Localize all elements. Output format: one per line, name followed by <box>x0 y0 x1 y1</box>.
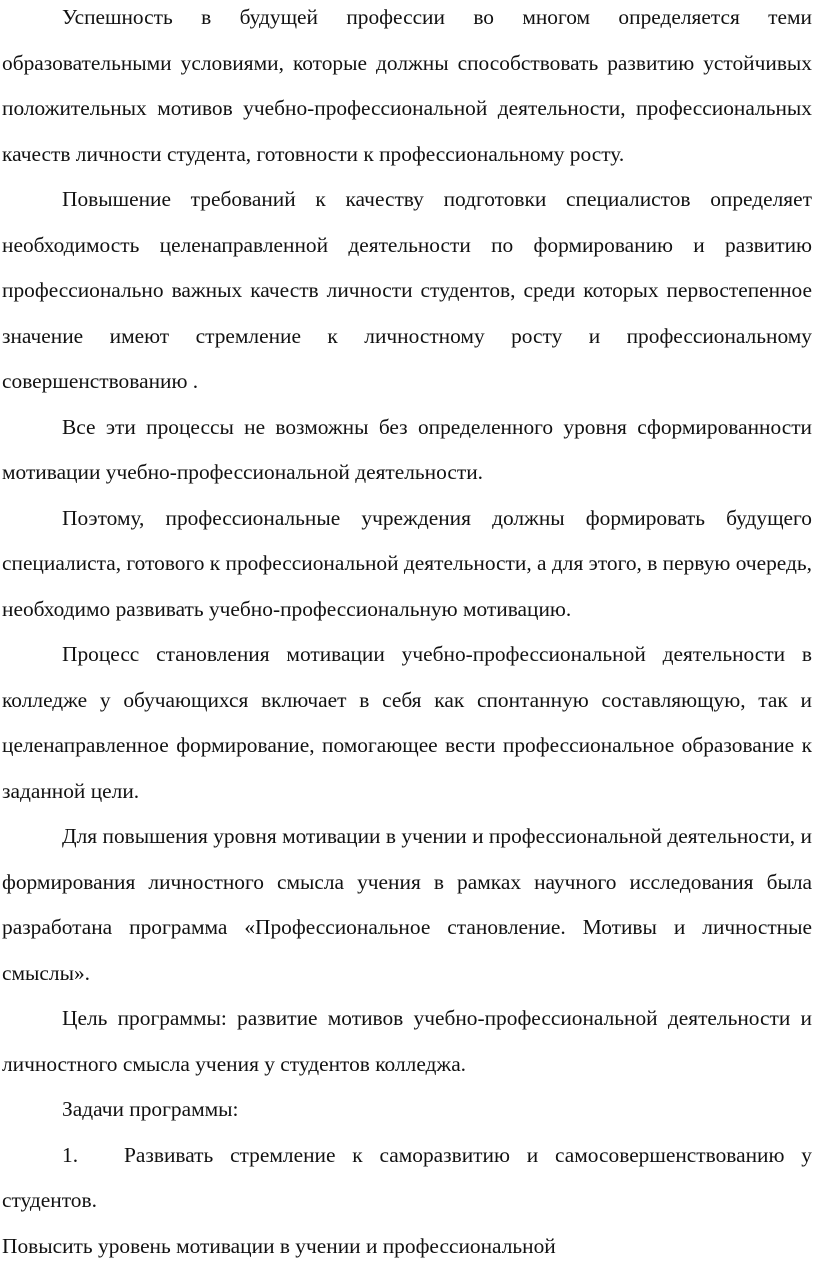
paragraph-processes: Все эти процессы не возможны без определенного уровня сформированности мотивации учебно-профессиональной деятельности. <box>2 405 812 496</box>
paragraph-goal: Цель программы: развитие мотивов учебно-профессиональной деятельности и личностного смысла учения у студентов колледжа. <box>2 996 812 1087</box>
list-item-text: Развивать стремление к саморазвитию и самосовершенствованию у студентов. <box>2 1143 812 1213</box>
paragraph-therefore: Поэтому, профессиональные учреждения должны формировать будущего специалиста, готового к профессиональной деятельности, а для этого, в первую очередь, необходимо развивать учебно-профессиональную мотивацию. <box>2 496 812 633</box>
paragraph-formation-process: Процесс становления мотивации учебно-профессиональной деятельности в колледже у обучающихся включает в себя как спонтанную составляющую, так и целенаправленное формирование, помогающее вести профессиональное образование к заданной цели. <box>2 632 812 814</box>
paragraph-requirements: Повышение требований к качеству подготовки специалистов определяет необходимость целенаправленной деятельности по формированию и развитию профессионально важных качеств личности студентов, среди которых первостепенное значение имеют стремление к личностному росту и профессиональному совершенствованию . <box>2 177 812 405</box>
paragraph-final-line: Повысить уровень мотивации в учении и профессиональной <box>2 1224 812 1269</box>
paragraph-program: Для повышения уровня мотивации в учении и профессиональной деятельности, и формирования личностного смысла учения в рамках научного исследования была разработана программа «Профессиональное становление. Мотивы и личностные смыслы». <box>2 814 812 996</box>
paragraph-success: Успешность в будущей профессии во многом определяется теми образовательными условиями, которые должны способствовать развитию устойчивых положительных мотивов учебно-профессиональной деятельности, профессиональных качеств личности студента, готовности к профессиональному росту. <box>2 0 812 177</box>
paragraph-tasks-heading: Задачи программы: <box>2 1087 812 1133</box>
list-item <box>2 1133 812 1224</box>
list-item-number: 1. <box>62 1133 124 1179</box>
